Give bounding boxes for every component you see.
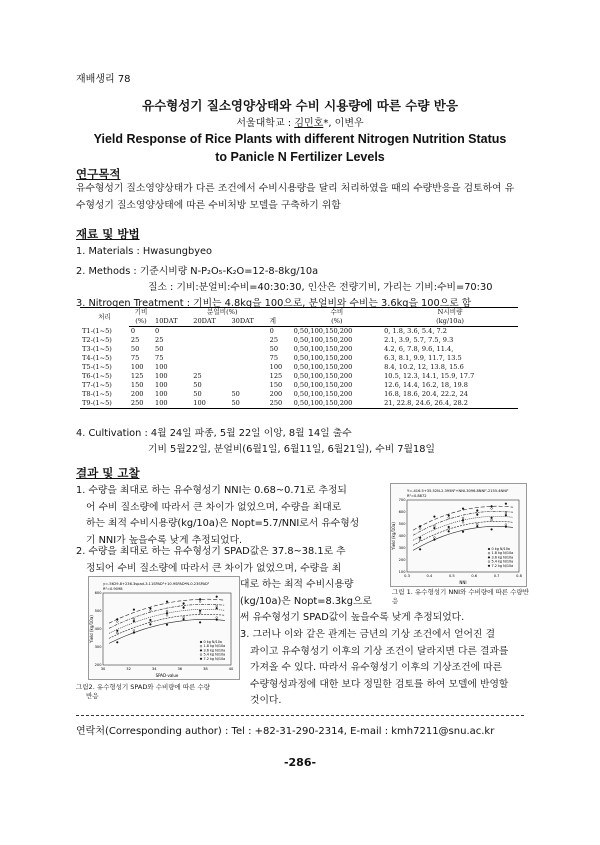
contact-line: 연락처(Corresponding author) : Tel : +82-31-290-2314, E-mail : kmh7211@snu.ac.kr — [76, 726, 495, 737]
table-cell-s: 100 — [269, 363, 283, 371]
table-cell-n: 12.6, 14.4, 16.2, 18, 19.8 — [384, 381, 468, 389]
figure-2 — [88, 576, 240, 680]
table-cell-b: 250 — [129, 399, 153, 409]
table-cell-n: 0, 1.8, 3.6, 5.4, 7.2 — [384, 327, 448, 335]
result-2-line: 대로 하는 최적 수비시용량 — [240, 579, 354, 590]
table-cell-p: 0,50,100,150,200 — [293, 345, 353, 353]
fig1-legend-label: 5.4 kg N/10a — [491, 559, 514, 564]
table-cell-n: 21, 22.8, 24.6, 26.4, 28.2 — [382, 399, 518, 409]
table-cell-d10: 100 — [155, 381, 168, 389]
methods-line: 2. Methods : 기준시비량 N-P₂O₅-K₂O=12-8-8kg/10a — [76, 266, 319, 277]
title-english-line-1: Yield Response of Rice Plants with different Nitrogen Nutrition Status — [93, 132, 507, 146]
fig2-legend-marker — [200, 650, 202, 652]
fig1-point — [434, 516, 436, 518]
figure-2-caption-line-1: 그림2. 유수형성기 SPAD와 수비량에 따른 수량 — [76, 683, 211, 691]
section-results-heading: 결과 및 고찰 — [76, 466, 140, 480]
table-cell-d30: 50 — [229, 399, 267, 409]
fig1-ytick: 700 — [398, 498, 406, 503]
table-cell-n: 10.5, 12.3, 14.1, 15.9, 17.7 — [384, 372, 475, 380]
table-cell-d30 — [229, 372, 267, 381]
fig1-point — [462, 508, 464, 510]
affiliation: 서울대학교 : — [236, 118, 295, 129]
fig2-point — [183, 603, 185, 605]
fig2-point — [150, 610, 152, 612]
figure-2-caption-line-2: 반응 — [86, 692, 99, 700]
table-cell-d20: 100 — [191, 399, 229, 409]
fig1-point — [434, 539, 436, 541]
page-number: -286- — [283, 756, 317, 769]
result-3-line: 수량형성과정에 대한 보다 정밀한 검토를 하여 모델에 반영할 — [250, 678, 509, 690]
nitrogen-treatment-line: 3. Nitrogen Treatment : 기비는 4.8kg을 100으로, 분얼비와 수비는 3.6kg을 100으로 함 — [76, 298, 472, 309]
table-cell-p: 0,50,100,150,200 — [293, 381, 353, 389]
fig1-equation: Y=-416.5+35.52N-2.395N²+NNI-3096.8NNI²-2155.4NNI² — [407, 489, 509, 493]
fig2-point — [150, 619, 152, 621]
th-n-amount: N시비량 — [382, 308, 518, 318]
table-cell-d10: 100 — [155, 372, 168, 380]
fig2-point — [133, 618, 135, 620]
fig1-ytick: 200 — [398, 558, 406, 563]
fig1-point — [505, 524, 507, 526]
fig2-legend-marker — [200, 654, 202, 656]
table-row — [80, 381, 518, 390]
table-cell-s: 200 — [269, 390, 283, 398]
fig2-legend-marker — [200, 641, 202, 643]
table-cell-p: 0,50,100,150,200 — [293, 354, 353, 362]
fig2-legend-label: 3.6 kg N/10a — [203, 648, 226, 653]
fig2-point — [216, 596, 218, 598]
fig1-xtick: 0.5 — [448, 574, 455, 578]
fig1-point — [419, 525, 421, 527]
table-cell-d20 — [191, 354, 229, 363]
fig1-point — [505, 503, 507, 505]
table-cell-d20: 25 — [193, 372, 202, 380]
fig2-point — [133, 630, 135, 632]
table-cell-s: 25 — [269, 336, 279, 344]
table-cell-p: 0,50,100,150,200 — [293, 372, 353, 380]
fig1-point — [505, 514, 507, 516]
table-cell-t: T9-(1~5) — [80, 399, 129, 409]
fig1-point — [462, 531, 464, 533]
fig1-point — [419, 539, 421, 541]
fig2-point — [150, 608, 152, 610]
fig2-point — [166, 601, 168, 603]
fig2-point — [199, 601, 201, 603]
fig2-point — [116, 630, 118, 632]
table-row — [80, 390, 518, 399]
table-cell-d30 — [229, 363, 267, 372]
fig2-ytick: 400 — [94, 627, 102, 632]
fig2-xtick: 36 — [177, 667, 183, 671]
fig1-xtick: 0.7 — [493, 574, 500, 578]
fig1-legend-marker — [488, 548, 490, 550]
result-3-line: 과이고 유수형성기 이후의 기상 조건이 달라지면 다른 결과를 — [250, 645, 509, 657]
fig2-legend-marker — [200, 645, 202, 647]
fig1-legend-label: 0 kg N/10a — [491, 547, 510, 551]
fig1-point — [448, 528, 450, 530]
fig2-point — [183, 616, 185, 618]
table-cell-d20 — [191, 336, 229, 345]
table-cell-s: 0 — [269, 327, 274, 335]
title-english-line-2: to Panicle N Fertilizer Levels — [215, 150, 385, 164]
th-basal-pct: (%) — [129, 317, 153, 327]
table-row — [80, 336, 518, 345]
fig1-point — [476, 510, 478, 512]
result-2b — [240, 577, 380, 610]
table-cell-n: 4.2, 6, 7.8, 9.6, 11.4, — [384, 345, 454, 353]
table-cell-t: T2-(1~5) — [82, 336, 112, 344]
fig1-point — [462, 521, 464, 523]
th-treatment: 처리 — [80, 308, 129, 327]
result-2-line: 정되어 수비 질소량에 따라서 큰 차이가 없었으며, 수량을 최 — [86, 562, 342, 574]
fig2-legend-label: 1.8 kg N/10a — [203, 644, 226, 649]
table-row — [80, 372, 518, 381]
purpose-paragraph: 유수형성기 질소영양상태가 다른 조건에서 수비시용량을 달리 처리하였을 때의 수량반응을 검토하여 유수형성기 질소영양상태에 따른 수비처방 모델을 구축하기 위함 — [76, 183, 515, 211]
fig2-r2: R²=0.9098 — [103, 587, 123, 591]
table-cell-d30 — [229, 354, 267, 363]
fig1-point — [491, 529, 493, 531]
fig2-point — [216, 605, 218, 607]
fig1-ytick: 400 — [398, 534, 406, 539]
fig1-point — [491, 517, 493, 519]
fig1-point — [505, 512, 507, 514]
table-cell-d10: 100 — [155, 363, 168, 371]
fig2-point — [183, 607, 185, 609]
table-cell-p: 0,50,100,150,200 — [293, 336, 353, 344]
table-cell-b: 100 — [130, 363, 144, 371]
fig2-point — [199, 610, 201, 612]
table-cell-s: 75 — [269, 354, 279, 362]
fig1-legend-marker — [488, 561, 490, 563]
fig1-legend-label: 1.8 kg N/10a — [491, 551, 514, 556]
methods-detail: 질소 : 기비:분얼비:수비=40:30:30, 인산은 전량기비, 가리는 기비:수비=70:30 — [148, 282, 493, 293]
fig1-point — [491, 508, 493, 510]
table-cell-d10: 100 — [153, 399, 191, 409]
fig1-ytick: 100 — [398, 570, 406, 575]
fig1-point — [462, 519, 464, 521]
table-cell-d10: 25 — [155, 336, 164, 344]
th-basal: 기비 — [129, 308, 153, 318]
title-korean: 유수형성기 질소영양상태와 수비 시용량에 따른 수량 반응 — [142, 98, 458, 113]
table-cell-t: T7-(1~5) — [82, 381, 112, 389]
result-1-line: 어 수비 질소량에 따라서 큰 차이가 없었으며, 수량을 최대로 — [86, 501, 342, 513]
result-1 — [76, 483, 376, 549]
fig2-legend-marker — [200, 658, 202, 660]
table-cell-s: 150 — [269, 381, 283, 389]
section-purpose-heading: 연구목적 — [76, 167, 121, 181]
fig1-point — [448, 531, 450, 533]
table-cell-n: 16.8, 18.6, 20.4, 22.2, 24 — [384, 390, 468, 398]
table-cell-d30 — [229, 336, 267, 345]
fig1-ytick: 500 — [398, 522, 406, 527]
fig2-equation: y=-5629.8+236.3spad-3.11SPAD²+10.9SPAD*N-0.23SPAD² — [103, 582, 210, 586]
fig1-point — [491, 505, 493, 507]
cultivation-detail: 기비 5월22일, 분얼비(6월1일, 6월11일, 6월21일), 수비 7월18일 — [148, 444, 435, 455]
table-cell-d10: 100 — [155, 390, 168, 398]
table-cell-t: T4-(1~5) — [82, 354, 112, 362]
result-3-line: 가져올 수 있다. 따라서 유수형성기 이후의 기상조건에 따른 — [250, 662, 503, 673]
materials-line: 1. Materials : Hwasungbyeo — [76, 246, 213, 257]
table-cell-b: 75 — [130, 354, 140, 362]
table-cell-p: 0,50,100,150,200 — [293, 390, 353, 398]
table-cell-p: 0,50,100,150,200 — [292, 399, 383, 409]
table-cell-t: T1-(1~5) — [82, 326, 112, 335]
fig2-ytick: 600 — [94, 591, 102, 596]
fig2-xtick: 38 — [203, 667, 208, 671]
authors — [0, 114, 600, 129]
fig1-ytick: 600 — [398, 510, 406, 515]
fig2-point — [166, 624, 168, 626]
fig1-xtick: 0.3 — [404, 574, 410, 578]
fig1-point — [434, 537, 436, 539]
fig1-point — [419, 548, 421, 550]
table-cell-d30 — [229, 381, 267, 390]
figure-1-caption: 그림 1. 유수형성기 NNI와 수비량에 따른 수량반응 — [392, 588, 529, 605]
table-row — [80, 327, 518, 337]
table-cell-t: T3-(1~5) — [82, 345, 112, 353]
fig1-xlabel: NNI — [459, 580, 467, 585]
table-cell-b: 150 — [130, 381, 144, 389]
th-30dat: 30DAT — [229, 317, 267, 327]
figure-2-caption — [76, 683, 241, 701]
treatment-table — [80, 307, 518, 409]
fig1-point — [434, 525, 436, 527]
fig1-xtick: 0.6 — [471, 574, 478, 578]
fig2-point — [183, 605, 185, 607]
fig2-point — [133, 609, 135, 611]
fig1-xtick: 0.8 — [516, 574, 522, 578]
fig1-xtick: 0.4 — [426, 574, 433, 578]
fig1-point — [434, 527, 436, 529]
table-row — [80, 399, 518, 409]
table-cell-d10: 0 — [155, 327, 160, 335]
result-2c: 써 유수형성기 SPAD값이 높을수록 낮게 추정되었다. — [240, 612, 465, 623]
table-cell-s: 250 — [268, 399, 292, 409]
fig2-point — [216, 619, 218, 621]
table-cell-d20 — [191, 363, 229, 372]
fig1-point — [419, 537, 421, 539]
table-cell-b: 50 — [130, 345, 140, 353]
main-author: 김민호 — [294, 118, 324, 129]
fig1-point — [505, 526, 507, 528]
result-2a — [76, 544, 376, 577]
fig2-xtick: 40 — [228, 667, 234, 671]
result-3 — [240, 627, 530, 710]
fig2-point — [216, 607, 218, 609]
table-cell-d20: 50 — [193, 390, 202, 398]
fig1-legend-marker — [488, 552, 490, 554]
result-1-line: 하는 최적 수비시용량(kg/10a)은 Nopt=5.7/NNI로서 유수형성 — [86, 518, 360, 529]
fig2-ylabel: Yield (kg/10a) — [89, 615, 94, 643]
table-cell-d20: 50 — [193, 381, 202, 389]
table-cell-d20 — [191, 345, 229, 354]
fig2-point — [133, 620, 135, 622]
section-methods-heading: 재료 및 방법 — [76, 227, 140, 241]
fig2-point — [116, 621, 118, 623]
th-10dat: 10DAT — [153, 317, 191, 327]
table-cell-b: 200 — [130, 390, 144, 398]
table-cell-b: 25 — [130, 336, 140, 344]
table-cell-b: 0 — [130, 327, 136, 335]
fig2-point — [150, 621, 152, 623]
table-row — [80, 345, 518, 354]
fig1-point — [476, 512, 478, 514]
fig2-ytick: 300 — [94, 645, 102, 650]
fig1-ylabel: Yield (kg/10a) — [391, 522, 396, 550]
fig1-r2: R²=0.8872 — [407, 494, 427, 498]
table-cell-d30: 50 — [231, 390, 240, 398]
result-3-line: 3. 그러나 이와 같은 관계는 금년의 기상 조건에서 얻어진 결 — [240, 629, 496, 640]
table-cell-d20 — [191, 327, 229, 337]
table-cell-d30 — [229, 327, 267, 337]
fig2-point — [116, 641, 118, 643]
th-n-unit: (kg/10a) — [382, 317, 518, 327]
figure-1 — [390, 483, 527, 587]
fig1-point — [448, 515, 450, 517]
fig2-point — [199, 622, 201, 624]
fig2-point — [116, 618, 118, 620]
fig1-legend-marker — [488, 565, 490, 567]
fig2-xtick: 34 — [151, 667, 157, 671]
table-cell-n: 2.1, 3.9, 5.7, 7.5, 9.3 — [384, 336, 454, 344]
fig2-point — [166, 614, 168, 616]
th-sum: 계 — [268, 317, 292, 327]
table-row — [80, 363, 518, 372]
result-1-line: 기 NNI가 높을수록 낮게 추정되었다. — [86, 534, 243, 546]
table-cell-s: 50 — [269, 345, 279, 353]
fig1-legend-label: 7.2 kg N/10a — [491, 563, 514, 568]
fig2-point — [116, 632, 118, 634]
table-cell-p: 0,50,100,150,200 — [293, 363, 353, 371]
table-cell-b: 125 — [130, 372, 144, 380]
fig2-point — [166, 612, 168, 614]
co-authors: *, 이변우 — [323, 118, 364, 129]
fig1-point — [476, 523, 478, 525]
divider — [76, 715, 524, 716]
running-header: 재배생리 78 — [76, 74, 131, 85]
fig2-point — [183, 618, 185, 620]
table-cell-d10: 75 — [155, 354, 164, 362]
fig1-ytick: 300 — [398, 546, 406, 551]
fig1-point — [476, 525, 478, 527]
table-cell-d30 — [229, 345, 267, 354]
result-2-line: 2. 수량을 최대로 하는 유수형성기 SPAD값은 37.8~38.1로 추 — [76, 546, 346, 557]
fig2-legend-label: 0 kg N/10a — [203, 640, 222, 644]
table-cell-s: 125 — [269, 372, 283, 380]
th-tiller: 분얼비(%) — [153, 308, 292, 318]
fig1-point — [448, 526, 450, 528]
result-3-line: 것이다. — [250, 695, 282, 706]
fig2-point — [199, 612, 201, 614]
fig1-point — [491, 519, 493, 521]
result-1-line: 1. 수량을 최대로 하는 유수형성기 NNI는 0.68~0.71로 추정되 — [76, 485, 347, 496]
fig2-point — [133, 632, 135, 634]
cultivation-line: 4. Cultivation : 4월 24일 파종, 5월 22일 이앙, 8월 14일 출수 — [76, 428, 352, 439]
figure-1-plot — [391, 484, 526, 586]
fig2-xlabel: SPAD-value — [155, 673, 179, 678]
table-cell-t: T8-(1~5) — [82, 390, 112, 398]
table-cell-p: 0,50,100,150,200 — [293, 327, 353, 335]
fig2-point — [150, 624, 152, 626]
table-row — [80, 354, 518, 363]
fig2-curve — [109, 614, 225, 638]
th-20dat: 20DAT — [191, 317, 229, 327]
figure-2-plot — [89, 577, 239, 679]
fig1-point — [476, 514, 478, 516]
table-cell-d10: 50 — [155, 345, 164, 353]
fig1-curve — [413, 521, 513, 545]
fig1-legend-label: 3.6 kg N/10a — [491, 555, 514, 560]
result-2-line: (kg/10a)은 Nopt=8.3kg으로 — [240, 595, 372, 607]
table-cell-t: T5-(1~5) — [82, 363, 112, 371]
fig1-point — [448, 517, 450, 519]
fig2-point — [216, 617, 218, 619]
table-cell-t: T6-(1~5) — [82, 372, 112, 380]
fig2-ytick: 500 — [94, 609, 102, 614]
th-panicle: 수비 — [292, 308, 383, 318]
fig2-ytick: 200 — [94, 663, 102, 668]
fig1-point — [419, 528, 421, 530]
fig1-point — [462, 517, 464, 519]
fig2-legend-label: 7.2 kg N/10a — [203, 656, 226, 661]
table-cell-n: 6.3, 8.1, 9.9, 11.7, 13.5 — [384, 354, 462, 362]
th-panicle-pct: (%) — [292, 317, 383, 327]
fig2-xtick: 32 — [126, 667, 131, 671]
fig1-legend-marker — [488, 557, 490, 559]
fig2-xtick: 30 — [100, 667, 106, 671]
fig2-legend-label: 5.4 kg N/10a — [203, 652, 226, 657]
fig2-point — [199, 598, 201, 600]
title-english — [0, 130, 600, 166]
table-cell-n: 8.4, 10.2, 12, 13.8, 15.6 — [384, 363, 464, 371]
fig2-point — [166, 610, 168, 612]
